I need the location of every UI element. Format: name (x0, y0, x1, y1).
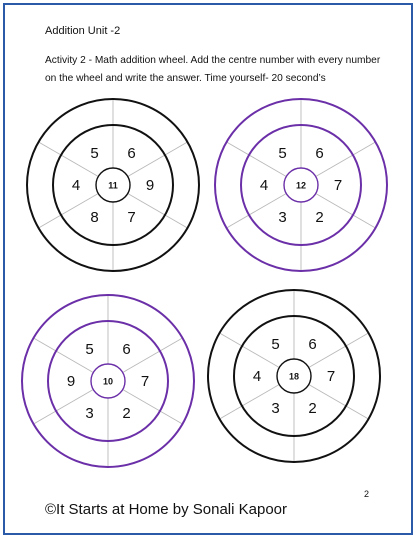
wheel-number: 6 (308, 335, 317, 353)
wheel-spoke (128, 142, 188, 177)
wheel-spoke (39, 142, 99, 177)
addition-wheel-2 (211, 95, 391, 275)
wheel-spoke (220, 385, 280, 420)
wheel-spoke (316, 194, 376, 229)
center-number: 10 (102, 376, 114, 387)
page-title: Addition Unit -2 (45, 25, 121, 37)
wheel-number: 2 (122, 405, 131, 423)
wheel-spoke (227, 142, 287, 177)
wheel-number: 2 (308, 400, 317, 418)
wheel-spoke (34, 390, 94, 425)
wheel-number: 9 (66, 373, 76, 390)
wheel-spoke (123, 390, 183, 425)
center-number: 12 (295, 180, 307, 191)
wheel-spoke (128, 194, 188, 229)
copyright-footer: ©It Starts at Home by Sonali Kapoor (45, 501, 287, 518)
wheel-number: 6 (127, 144, 136, 162)
wheel-number: 4 (71, 177, 81, 194)
addition-wheel-3 (18, 291, 198, 471)
wheel-number: 6 (315, 144, 324, 162)
center-number: 18 (288, 371, 300, 382)
wheel-number: 7 (326, 368, 336, 385)
wheel-spoke (316, 142, 376, 177)
wheel-spoke (227, 194, 287, 229)
wheel-number: 8 (90, 209, 99, 227)
center-number: 11 (108, 180, 118, 191)
wheel-spoke (39, 194, 99, 229)
wheel-number: 7 (127, 209, 136, 227)
wheel-number: 3 (85, 405, 94, 423)
activity-instructions: Activity 2 - Math addition wheel. Add the centre number with every number on the wheel and write the answer. Time yourself- 20 second’s (45, 55, 381, 84)
wheel-number: 5 (278, 144, 287, 162)
addition-wheel-1 (23, 95, 203, 275)
wheel-spoke (34, 338, 94, 373)
wheel-number: 2 (315, 209, 324, 227)
wheel-number: 3 (278, 209, 287, 227)
wheel-number: 5 (90, 144, 99, 162)
wheel-spoke (123, 338, 183, 373)
wheel-number: 9 (145, 177, 155, 194)
wheel-number: 7 (333, 177, 343, 194)
wheel-number: 5 (271, 335, 280, 353)
wheel-number: 4 (259, 177, 269, 194)
wheel-number: 7 (140, 373, 150, 390)
wheel-number: 6 (122, 340, 131, 358)
wheel-number: 5 (85, 340, 94, 358)
worksheet-page (3, 3, 413, 535)
page-number: 2 (363, 489, 369, 499)
wheel-number: 3 (271, 400, 280, 418)
addition-wheel-4 (204, 286, 384, 466)
wheel-spoke (309, 385, 369, 420)
wheel-spoke (309, 333, 369, 368)
wheel-number: 4 (252, 368, 262, 385)
wheel-spoke (220, 333, 280, 368)
